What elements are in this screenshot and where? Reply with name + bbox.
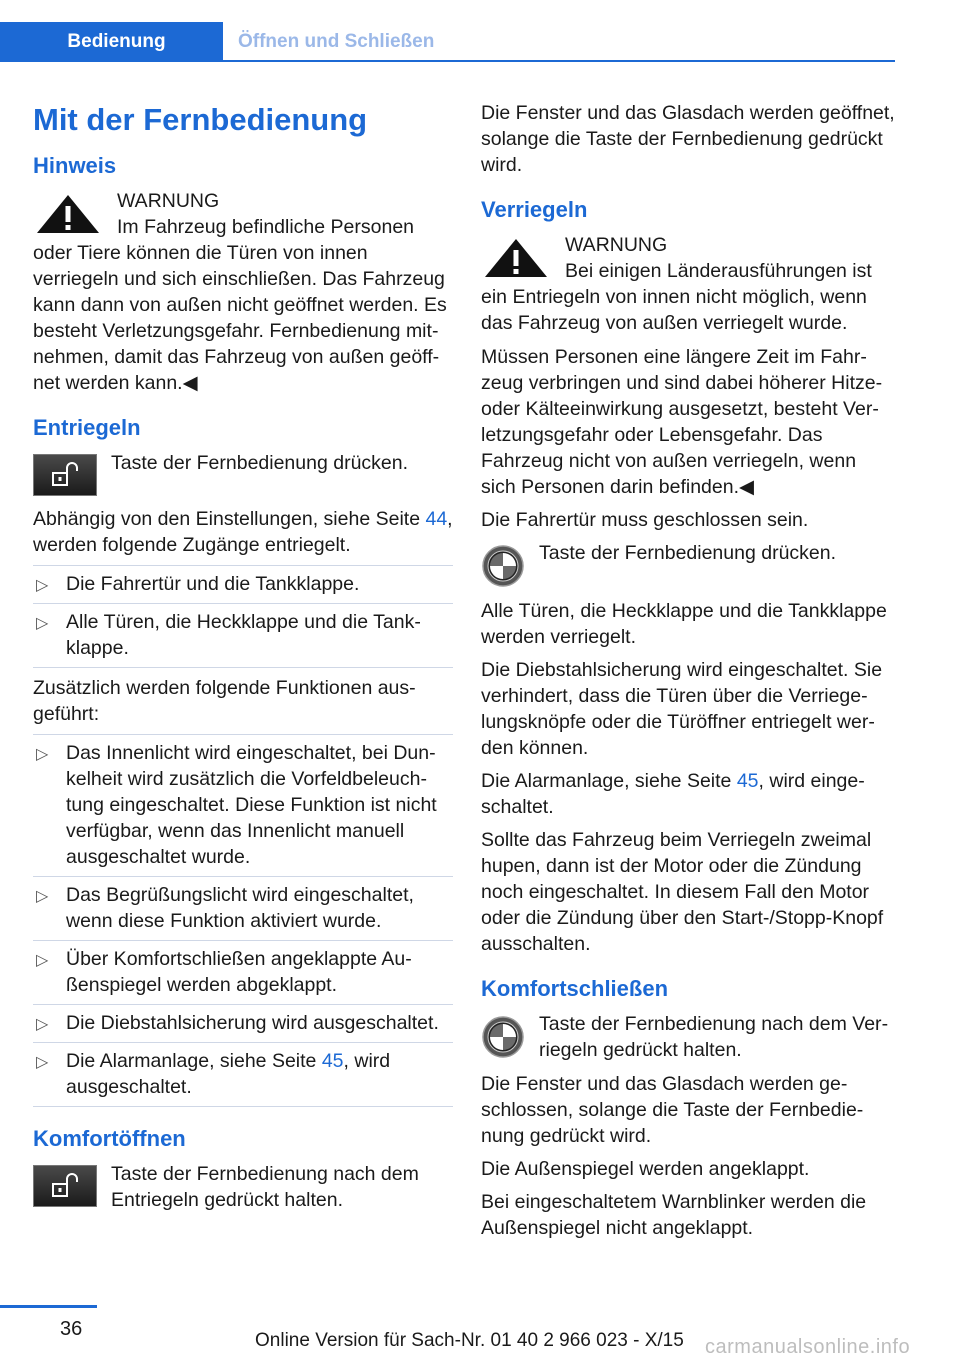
warning-block-hinweis [33, 188, 453, 396]
page-link-45[interactable]: 45 [321, 1050, 344, 1072]
paragraph-verriegeln-2: Alle Türen, die Heckklappe und die Tankklappe werden verriegelt. [481, 600, 887, 648]
page-link-44[interactable]: 44 [425, 508, 448, 530]
header-tab-bedienung: Bedienung [0, 22, 223, 62]
paragraph-verriegeln-1: Die Fahrertür muss geschlossen sein. [481, 509, 809, 531]
paragraph-verriegeln-4: Die Alarmanlage, siehe Seite 45, wird eingeschaltet. [481, 770, 865, 818]
key-text-komfortschliessen: Taste der Fernbedienung nach dem Verriegeln gedrückt halten. [539, 1013, 889, 1061]
page-header [0, 22, 895, 63]
paragraph-komfortschliessen-2: Die Außenspiegel werden angeklappt. [481, 1158, 810, 1180]
paragraph-komfortschliessen-1: Die Fenster und das Glasdach werden geschlossen, solange die Taste der Fernbedienung gedrückt wird. [481, 1073, 864, 1147]
list-entriegeln-zugaenge [33, 565, 453, 668]
list-item: ▷ Alle Türen, die Heckklappe und die Tankklappe. [33, 604, 453, 668]
list-item: ▷ Die Fahrertür und die Tankklappe. [33, 565, 453, 604]
heading-hinweis: Hinweis [33, 153, 117, 178]
key-block-komfortoeffnen [33, 1161, 453, 1213]
warning-block-verriegeln [481, 232, 896, 336]
header-tab-oeffnen-schliessen: Öffnen und Schließen [238, 31, 435, 52]
key-block-komfortschliessen [481, 1011, 896, 1063]
page-number: 36 [60, 1318, 83, 1340]
triangle-bullet-icon: ▷ [36, 888, 49, 905]
triangle-bullet-icon: ▷ [36, 952, 49, 969]
list-entriegeln-funktionen [33, 734, 453, 1107]
triangle-bullet-icon: ▷ [36, 746, 49, 763]
unlock-key-icon [33, 1165, 97, 1207]
bmw-lock-key-icon [481, 544, 525, 588]
warning-icon [481, 236, 551, 280]
right-column [481, 100, 896, 1248]
triangle-bullet-icon: ▷ [36, 615, 49, 632]
paragraph-verriegeln-5: Sollte das Fahrzeug beim Verriegeln zweimal hupen, dann ist der Motor oder die Zündung noch eingeschaltet. In diesem Fall den Motor oder die Zündung über den Start-/Stopp-Knopf ausschalten. [481, 829, 884, 955]
paragraph-entriegeln-2: Zusätzlich werden folgende Funktionen ausgeführt: [33, 677, 416, 725]
warning-text-2: Müssen Personen eine längere Zeit im Fahrzeug verbringen und sind dabei höherer Hitze- oder Kälteeinwirkung ausgesetzt, besteht Verletzungsgefahr oder Lebensgefahr. Das Fahrzeug nicht von außen verriegeln, wenn sich Personen darin befinden.◀ [481, 346, 883, 498]
paragraph-verriegeln-3: Die Diebstahlsicherung wird eingeschaltet. Sie verhindert, dass die Türen über die Verriegelungsknöpfe oder die Türöffner entriegelt werden können. [481, 659, 883, 759]
key-block-verriegeln [481, 540, 896, 590]
paragraph-intro: Die Fenster und das Glasdach werden geöffnet, solange die Taste der Fernbedienung gedrückt wird. [481, 102, 895, 176]
page-title: Mit der Fernbedienung [33, 102, 368, 137]
heading-verriegeln: Verriegeln [481, 197, 588, 222]
page-link-45[interactable]: 45 [736, 770, 759, 792]
list-item: ▷ Die Diebstahlsicherung wird ausgeschaltet. [33, 1005, 453, 1043]
triangle-bullet-icon: ▷ [36, 1016, 49, 1033]
list-item: ▷ Die Alarmanlage, siehe Seite 45, wird ausgeschaltet. [33, 1043, 453, 1107]
heading-entriegeln: Entriegeln [33, 415, 141, 440]
bmw-lock-key-icon [481, 1015, 525, 1059]
key-text-komfortoeffnen: Taste der Fernbedienung nach dem Entriegeln gedrückt halten. [111, 1163, 419, 1211]
paragraph-entriegeln-1: Abhängig von den Einstellungen, siehe Seite 44, werden folgende Zugänge entriegelt. [33, 508, 453, 556]
list-item: ▷ Das Innenlicht wird eingeschaltet, bei Dunkelheit wird zusätzlich die Vorfeldbeleuchtung eingeschaltet. Diese Funktion ist nicht verfügbar, wenn das Innenlicht manuell ausgeschaltet wurde. [33, 734, 453, 877]
warning-label: WARNUNG [117, 190, 220, 212]
footer-rule [0, 1305, 97, 1308]
heading-komfortoeffnen: Komfortöffnen [33, 1126, 186, 1151]
header-rule [223, 60, 895, 62]
key-block-entriegeln [33, 450, 453, 498]
left-column [33, 100, 453, 1221]
warning-text: Im Fahrzeug befindliche Personen oder Tiere können die Türen von innen verriegeln und sich einschließen. Das Fahrzeug kann dann von außen nicht geöffnet werden. Es besteht Verletzungsgefahr. Fernbedienung mitnehmen, damit das Fahrzeug von außen geöffnet werden kann.◀ [33, 216, 447, 394]
list-item: ▷ Über Komfortschließen angeklappte Außenspiegel werden abgeklappt. [33, 941, 453, 1005]
list-item: ▷ Das Begrüßungslicht wird eingeschaltet, wenn diese Funktion aktiviert wurde. [33, 877, 453, 941]
warning-text: Bei einigen Länderausführungen ist ein Entriegeln von innen nicht möglich, wenn das Fahrzeug von außen verriegelt wurde. [481, 260, 872, 334]
warning-icon [33, 192, 103, 236]
warning-label: WARNUNG [565, 234, 668, 256]
key-text-entriegeln: Taste der Fernbedienung drücken. [111, 452, 409, 474]
paragraph-komfortschliessen-3: Bei eingeschaltetem Warnblinker werden die Außenspiegel nicht angeklappt. [481, 1191, 867, 1239]
key-text-verriegeln: Taste der Fernbedienung drücken. [539, 542, 837, 564]
heading-komfortschliessen: Komfortschließen [481, 976, 669, 1001]
watermark: carmanualsonline.info [705, 1336, 911, 1358]
triangle-bullet-icon: ▷ [36, 1054, 49, 1071]
unlock-key-icon [33, 454, 97, 496]
triangle-bullet-icon: ▷ [36, 577, 49, 594]
footer-version-text: Online Version für Sach-Nr. 01 40 2 966 023 - X/15 [255, 1330, 684, 1351]
